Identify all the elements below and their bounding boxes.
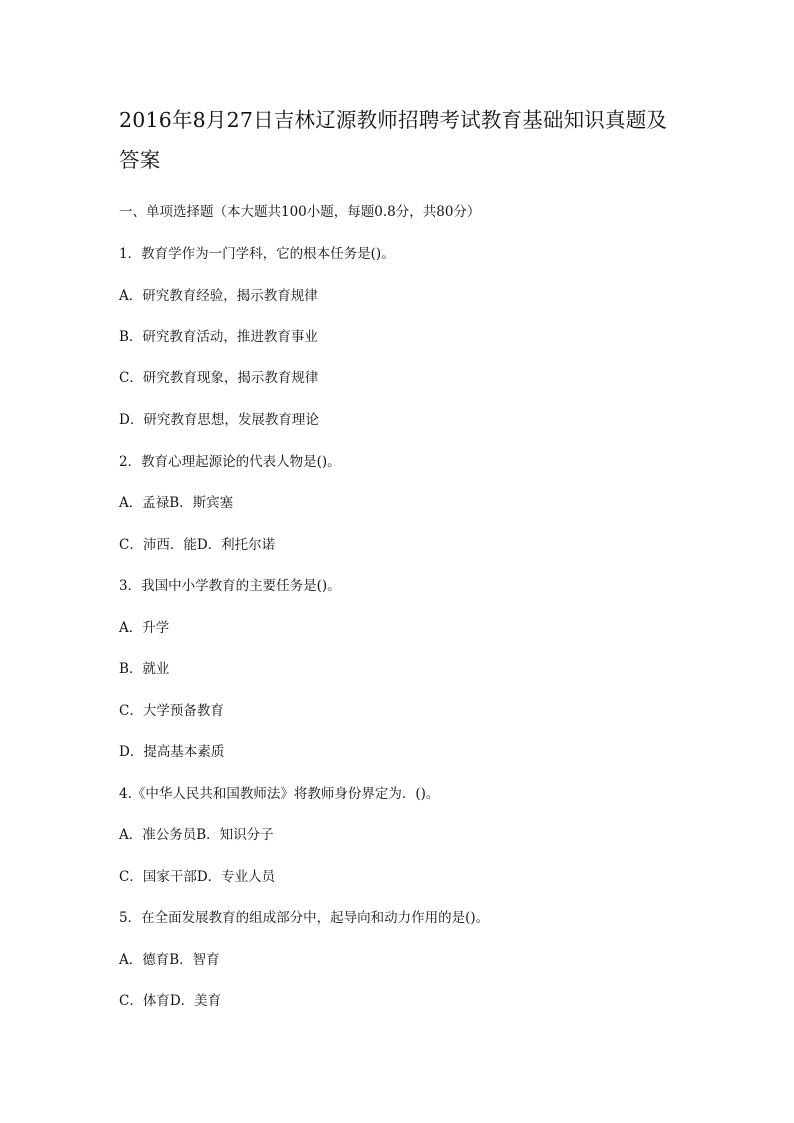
question-5: 5．在全面发展教育的组成部分中，起导向和动力作用的是()。 (119, 910, 490, 926)
question-3-option-a: A．升学 (119, 620, 170, 636)
question-4-options-ab: A．准公务员B．知识分子 (119, 827, 274, 843)
question-1-option-b: B．研究教育活动，推进教育事业 (119, 329, 318, 345)
question-1-option-d: D．研究教育思想，发展教育理论 (119, 412, 319, 428)
question-2-options-cd: C．沛西．能D．利托尔诺 (119, 537, 276, 553)
question-3-option-c: C．大学预备教育 (119, 703, 224, 719)
section-heading: 一、单项选择题（本大题共100小题，每题0.8分，共80分） (119, 204, 481, 220)
question-3: 3．我国中小学教育的主要任务是()。 (119, 578, 341, 594)
question-3-option-d: D．提高基本素质 (119, 744, 225, 760)
question-1: 1．教育学作为一门学科，它的根本任务是()。 (119, 246, 395, 262)
question-5-options-cd: C．体育D．美育 (119, 993, 222, 1009)
question-1-option-a: A．研究教育经验，揭示教育规律 (119, 288, 318, 304)
question-4-options-cd: C．国家干部D．专业人员 (119, 869, 276, 885)
question-1-option-c: C．研究教育现象，揭示教育规律 (119, 370, 319, 386)
question-5-options-ab: A．德育B．智育 (119, 952, 220, 968)
question-3-option-b: B．就业 (119, 661, 170, 677)
question-4: 4.《中华人民共和国教师法》将教师身份界定为．()。 (119, 786, 440, 802)
question-2: 2．教育心理起源论的代表人物是()。 (119, 454, 341, 470)
question-2-options-ab: A．孟禄B．斯宾塞 (119, 495, 234, 511)
document-title: 2016年8月27日吉林辽源教师招聘考试教育基础知识真题及答案 (119, 108, 668, 172)
